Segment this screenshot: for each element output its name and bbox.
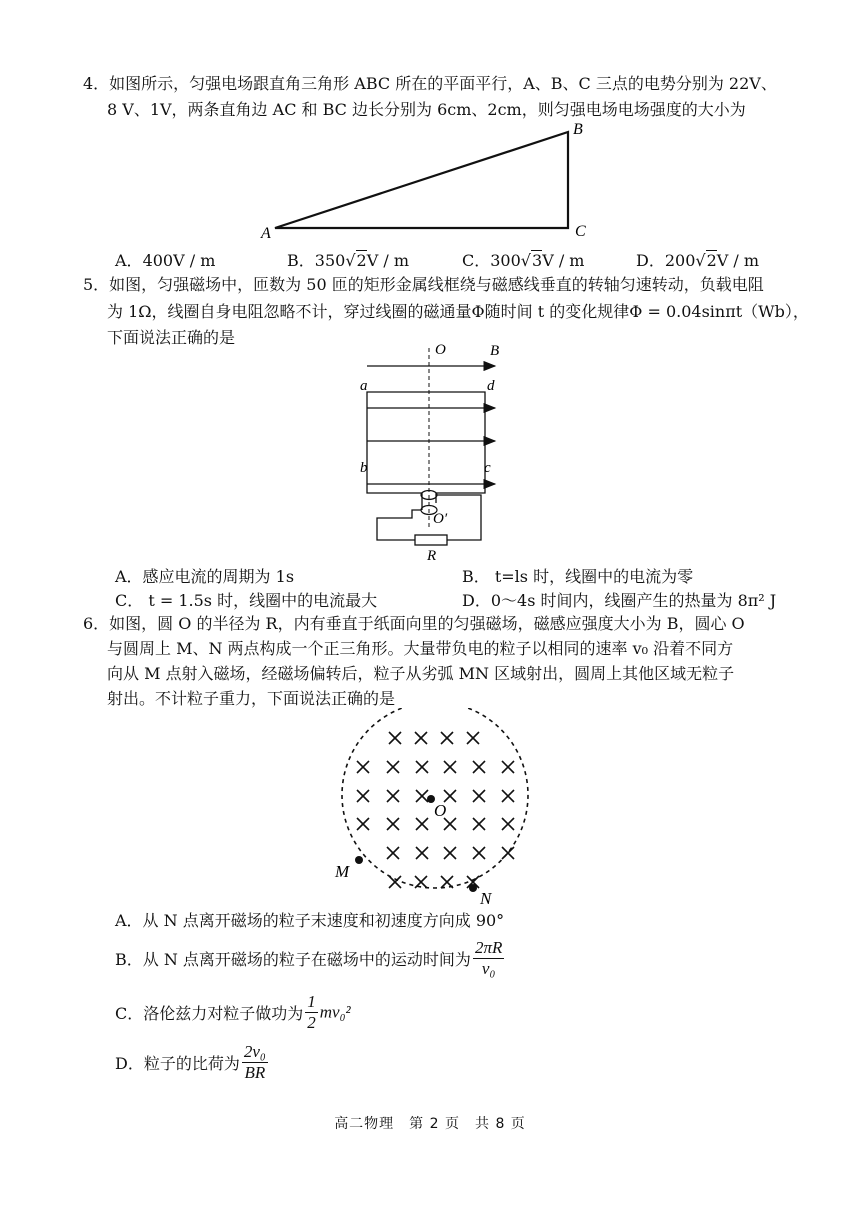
q4-option-a: A．400V / m <box>115 251 216 270</box>
triangle-diagram <box>255 120 595 245</box>
q4-line-2: 8 V、1V，两条直角边 AC 和 BC 边长分别为 6cm、2cm，则匀强电场电场强度的大小为 <box>107 100 746 119</box>
label-c-corner: c <box>484 460 491 476</box>
label-o: O <box>434 801 447 820</box>
q6-line-1: 6．如图，圆 O 的半径为 R，内有垂直于纸面向里的匀强磁场，磁感应强度大小为 B，圆心 O <box>83 614 745 633</box>
q5-line-1: 5．如图，匀强磁场中，匝数为 50 匝的矩形金属线框绕与磁感线垂直的转轴匀速转动，负载电阻 <box>83 275 764 294</box>
q6-option-b: B．从 N 点离开磁场的粒子在磁场中的运动时间为 $\frac{2\pi R}{\text{v₀}}$ <box>115 938 503 978</box>
label-a: A <box>261 225 271 242</box>
point-m <box>355 856 363 864</box>
label-o: O <box>435 342 446 358</box>
label-n: N <box>480 889 492 908</box>
point-n <box>469 884 477 892</box>
q5-line-3: 下面说法正确的是 <box>107 328 236 347</box>
label-a-corner: a <box>360 378 368 394</box>
label-m: M <box>335 862 350 881</box>
q6-line-2: 与圆周上 M、N 两点构成一个正三角形。大量带负电的粒子以相同的速率 v₀ 沿着不同方 <box>107 639 734 658</box>
label-o-prime: O′ <box>433 511 448 527</box>
q4-option-d: D．200√2V / m <box>636 251 760 270</box>
page-footer: 高二物理 第 2 页 共 8 页 <box>334 1116 526 1132</box>
label-b: B <box>573 121 583 138</box>
q6-option-d: D．粒子的比荷为 $\frac{\text{2v₀}}{BR}$ <box>115 1042 266 1082</box>
q5-option-d: D．0～4s 时间内，线圈产生的热量为 8π² J <box>462 591 777 610</box>
label-c: C <box>575 223 586 240</box>
q4-line-1: 4．如图所示，匀强电场跟直角三角形 ABC 所在的平面平行，A、B、C 三点的电势分别为 22V、 <box>83 74 777 93</box>
label-b-corner: b <box>360 460 368 476</box>
q4-option-c: C．300√3V / m <box>462 251 585 270</box>
label-r: R <box>427 548 437 564</box>
q5-option-a: A．感应电流的周期为 1s <box>115 567 295 586</box>
q6-option-c: C．洛伦兹力对粒子做功为 $\frac{1}{2}$ mv₀² <box>115 992 351 1032</box>
q6-option-a: A．从 N 点离开磁场的粒子末速度和初速度方向成 90° <box>115 911 505 930</box>
label-d-corner: d <box>487 378 495 394</box>
q6-line-3: 向从 M 点射入磁场，经磁场偏转后，粒子从劣弧 MN 区域射出，圆周上其他区域无粒子 <box>107 664 735 683</box>
magnetic-field-circle-diagram <box>330 708 540 908</box>
q4-option-b: B．350√2V / m <box>287 251 409 270</box>
q6-line-4: 射出。不计粒子重力，下面说法正确的是 <box>107 689 396 708</box>
rotating-coil-diagram <box>355 340 515 565</box>
label-b-field: B <box>490 343 500 359</box>
q5-option-c: C． t = 1.5s 时，线圈中的电流最大 <box>115 591 378 610</box>
q5-option-b: B． t=ls 时，线圈中的电流为零 <box>462 567 694 586</box>
q5-line-2: 为 1Ω，线圈自身电阻忽略不计，穿过线圈的磁通量Φ随时间 t 的变化规律Φ = 0.04sinπt（Wb）， <box>107 302 809 321</box>
